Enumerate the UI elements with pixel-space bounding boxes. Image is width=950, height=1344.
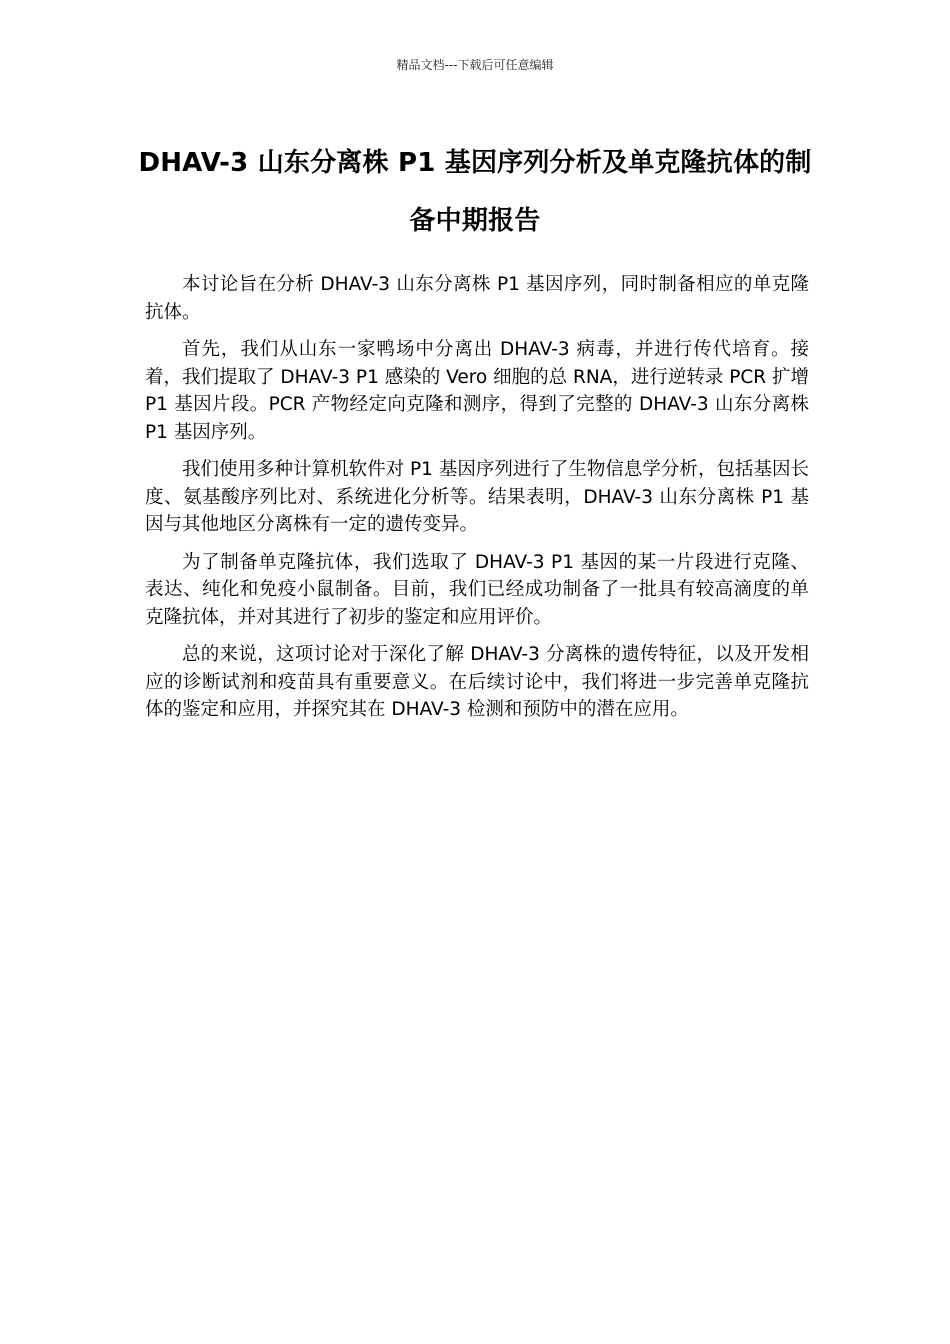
paragraph-4: 为了制备单克隆抗体，我们选取了 DHAV-3 P1 基因的某一片段进行克隆、表达、纯化和免疫小鼠制备。目前，我们已经成功制备了一批具有较高滴度的单克隆抗体，并对其进行了初步的鉴定和应用评价。 xyxy=(145,551,809,628)
paragraph-5: 总的来说，这项讨论对于深化了解 DHAV-3 分离株的遗传特征，以及开发相应的诊断试剂和疫苗具有重要意义。在后续讨论中，我们将进一步完善单克隆抗体的鉴定和应用，并探究其在 DHAV-3 检测和预防中的潜在应用。 xyxy=(145,644,809,720)
paragraph-3: 我们使用多种计算机软件对 P1 基因序列进行了生物信息学分析，包括基因长度、氨基酸序列比对、系统进化分析等。结果表明，DHAV-3 山东分离株 P1 基因与其他地区分离株有一定的遗传变异。 xyxy=(145,459,809,535)
paragraph-1: 本讨论旨在分析 DHAV-3 山东分离株 P1 基因序列，同时制备相应的单克隆抗体。 xyxy=(145,274,809,323)
paragraph-2: 首先，我们从山东一家鸭场中分离出 DHAV-3 病毒，并进行传代培育。接着，我们提取了 DHAV-3 P1 感染的 Vero 细胞的总 RNA，进行逆转录 PCR 扩增 P1 基因片段。PCR 产物经定向克隆和测序，得到了完整的 DHAV-3 山东分离株 P1 基因序列。 xyxy=(145,339,810,443)
document-title: DHAV-3 山东分离株 P1 基因序列分析及单克隆抗体的制备中期报告 xyxy=(138,148,812,236)
document-body xyxy=(145,271,809,734)
header-note: 精品文档---下载后可任意编辑 xyxy=(396,58,554,72)
